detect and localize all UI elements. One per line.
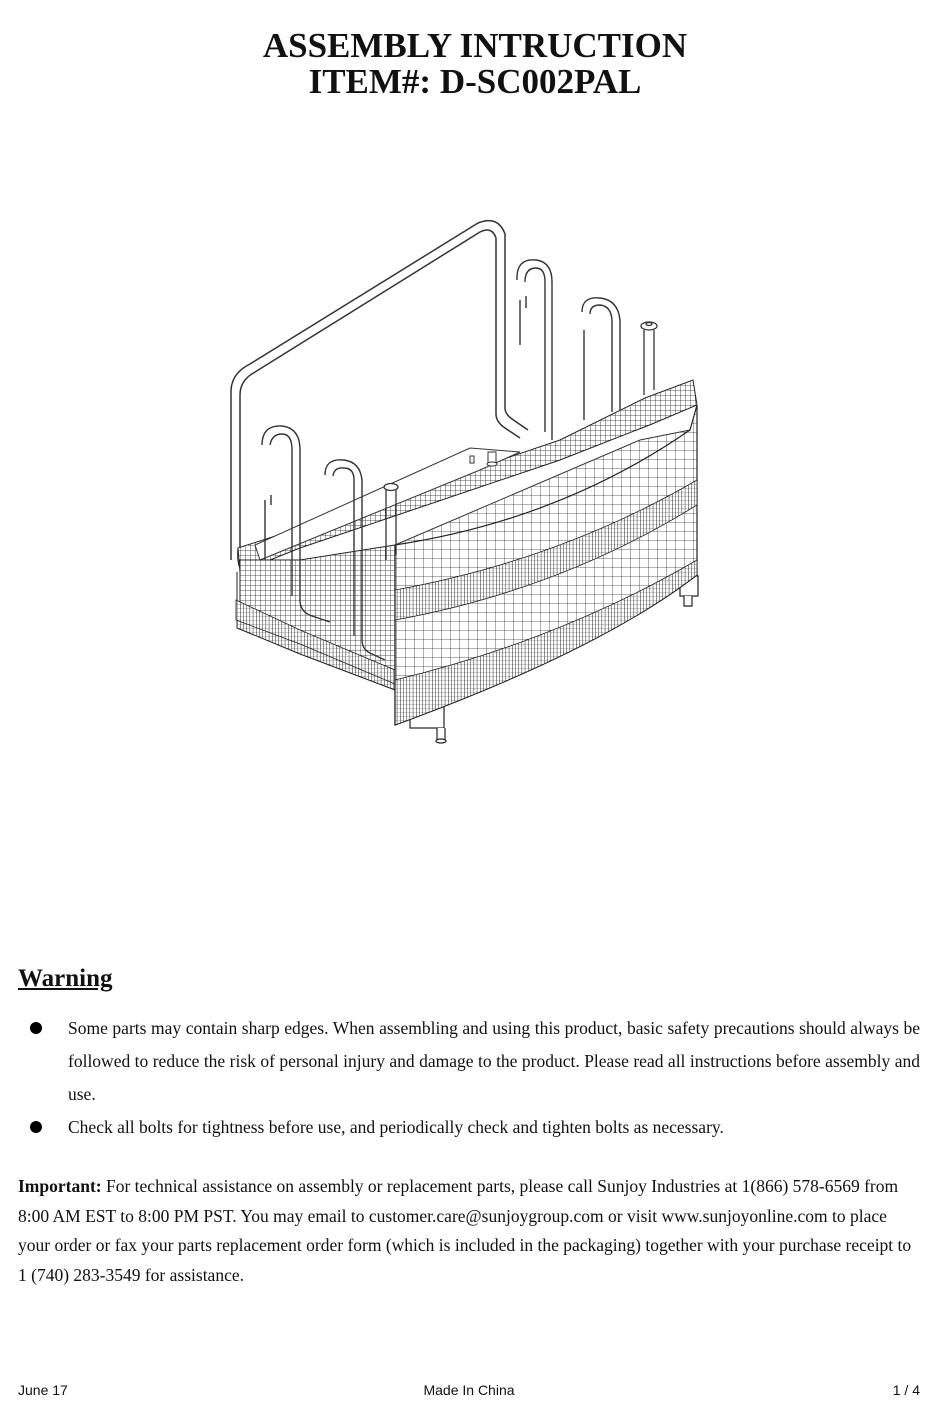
warning-heading: Warning bbox=[18, 965, 113, 992]
footer-origin: Made In China bbox=[423, 1382, 515, 1398]
bullet-icon bbox=[30, 1022, 42, 1034]
warning-item bbox=[30, 1111, 920, 1144]
important-note bbox=[18, 1172, 923, 1290]
bullet-icon bbox=[30, 1121, 42, 1133]
warning-list bbox=[30, 1012, 920, 1144]
item-number: ITEM#: D-SC002PAL bbox=[308, 62, 642, 101]
footer-date: June 17 bbox=[18, 1382, 68, 1398]
warning-item bbox=[30, 1012, 920, 1111]
important-text: For technical assistance on assembly or replacement parts, please call Sunjoy Industries at 1(866) 578-6569 from 8:00 AM EST to 8:00 PM PST. You may email to customer.care@sunjoygroup.com or visit www.sunjoyonline.com to place your order or fax your parts replacement order form (which is included in the packaging) together with your purchase receipt to 1 (740) 283-3549 for assistance. bbox=[18, 1176, 912, 1285]
warning-item-text: Some parts may contain sharp edges. When assembling and using this product, basic safety precautions should always be followed to reduce the risk of personal injury and damage to the product. Please read all instructions before assembly and use. bbox=[68, 1018, 920, 1104]
document-title: ASSEMBLY INTRUCTION bbox=[262, 26, 688, 65]
important-label: Important: bbox=[18, 1176, 102, 1196]
warning-item-text: Check all bolts for tightness before use, and periodically check and tighten bolts as necessary. bbox=[68, 1117, 724, 1137]
product-illustration bbox=[200, 215, 740, 760]
left-side-wall bbox=[236, 545, 395, 684]
page-number: 1 / 4 bbox=[892, 1382, 920, 1398]
